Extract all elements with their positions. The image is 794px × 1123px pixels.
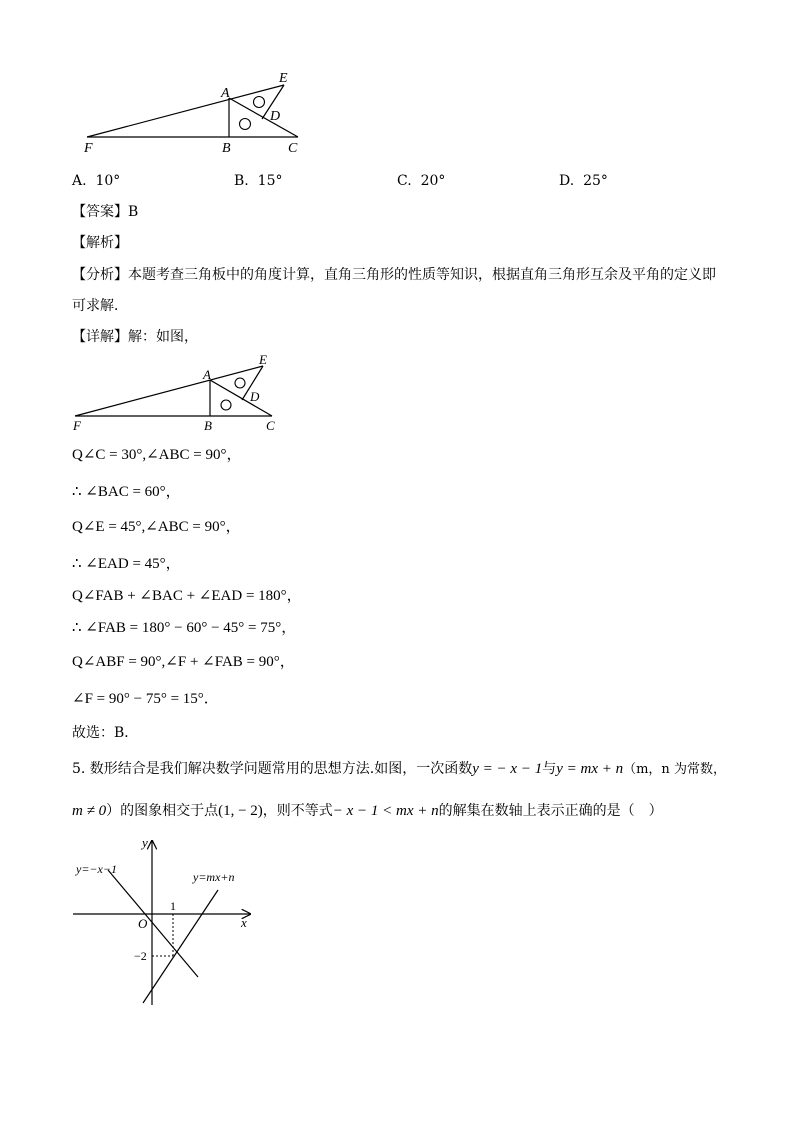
label-D: D [270,109,281,124]
conclusion: 故选：B． [72,725,139,741]
option-d-value: 25° [583,173,608,189]
fenxi-line-2: 可求解． [72,298,128,314]
step-4: ∴ ∠EAD = 45°， [72,556,181,572]
step-1: Q∠C = 30°,∠ABC = 90°， [72,447,242,463]
xiangjie-tag: 【详解】 [72,329,128,345]
xiangjie-line [72,328,198,346]
triangle-figure-2 [60,350,300,435]
q5-text-c: （m，n 为常数， [623,762,726,777]
label-F: F [84,141,93,156]
answer-value: B [128,204,139,220]
origin-label: O [138,916,148,931]
q5-eq-2: y = mx + n [556,761,624,777]
q5-eq-1: y = − x − 1 [472,761,543,777]
label-B: B [222,141,231,156]
option-c-value: 20° [420,173,446,189]
line-y-neg-x-minus-1 [108,870,198,977]
step-3: Q∠E = 45°,∠ABC = 90°， [72,519,241,535]
q5-text-b: 与 [542,761,557,777]
segment-FE [87,85,284,137]
option-b [234,172,282,190]
x-axis-label: x [241,915,247,930]
step-2: ∴ ∠BAC = 60°， [72,484,181,500]
label-D: D [250,389,260,404]
circle-mark-lower [221,400,231,410]
xiangjie-text: 解：如图， [128,329,198,345]
option-a-value: 10° [95,173,121,189]
label-B: B [204,418,212,433]
linear-functions-graph [68,835,268,1015]
option-b-value: 15° [257,173,283,189]
option-c-letter: C. [397,173,412,189]
q5-text-e: ，则不等式 [262,803,333,819]
label-F: F [73,418,81,433]
circle-mark-upper [235,378,245,388]
tick-x-1: 1 [170,899,176,913]
label-C: C [266,418,275,433]
q5-inequality: − x − 1 < mx + n [332,803,439,819]
answer-line [72,203,138,221]
segment-FE [75,366,263,416]
option-c [397,172,445,190]
q5-text-d: ）的图象相交于点 [106,803,219,819]
step-7: Q∠ABF = 90°,∠F + ∠FAB = 90°， [72,654,295,670]
q5-condition: m ≠ 0 [72,803,107,819]
fenxi-tag: 【分析】 [72,267,128,283]
label-A: A [203,367,211,382]
answer-tag: 【答案】 [72,204,128,220]
analysis-tag: 【解析】 [72,235,128,251]
q5-point: (1, − 2) [218,803,263,819]
fenxi-line-1 [72,266,716,284]
circle-mark-upper [254,97,265,108]
option-a [72,172,120,190]
line-y-mx-plus-n [143,890,218,1003]
question-5-line-2 [72,802,663,820]
option-b-letter: B. [234,173,249,189]
triangle-figure-1 [70,65,340,160]
line-2-label: y=mx+n [193,870,235,884]
step-6: ∴ ∠FAB = 180° − 60° − 45° = 75°， [72,620,297,636]
tick-y-minus-2: −2 [134,949,147,963]
option-d-letter: D. [559,173,575,189]
fenxi-text-1: 本题考查三角板中的角度计算，直角三角形的性质等知识，根据直角三角形互余及平角的定义即 [128,267,716,283]
q5-text-a: 5. 数形结合是我们解决数学问题常用的思想方法.如图，一次函数 [72,761,473,777]
segment-AC [210,380,272,416]
circle-mark-lower [240,119,251,130]
option-a-letter: A. [72,173,87,189]
step-5: Q∠FAB + ∠BAC + ∠EAD = 180°， [72,588,302,604]
label-A: A [221,86,230,101]
question-5-line-1 [72,760,726,779]
option-d [559,172,608,190]
label-E: E [259,352,267,367]
label-E: E [279,71,288,86]
q5-text-f: 的解集在数轴上表示正确的是（ ） [438,803,663,819]
line-1-label: y=−x−1 [76,862,117,876]
y-axis-label: y [142,835,148,850]
step-8: ∠F = 90° − 75° = 15°． [72,691,219,707]
label-C: C [288,141,298,156]
